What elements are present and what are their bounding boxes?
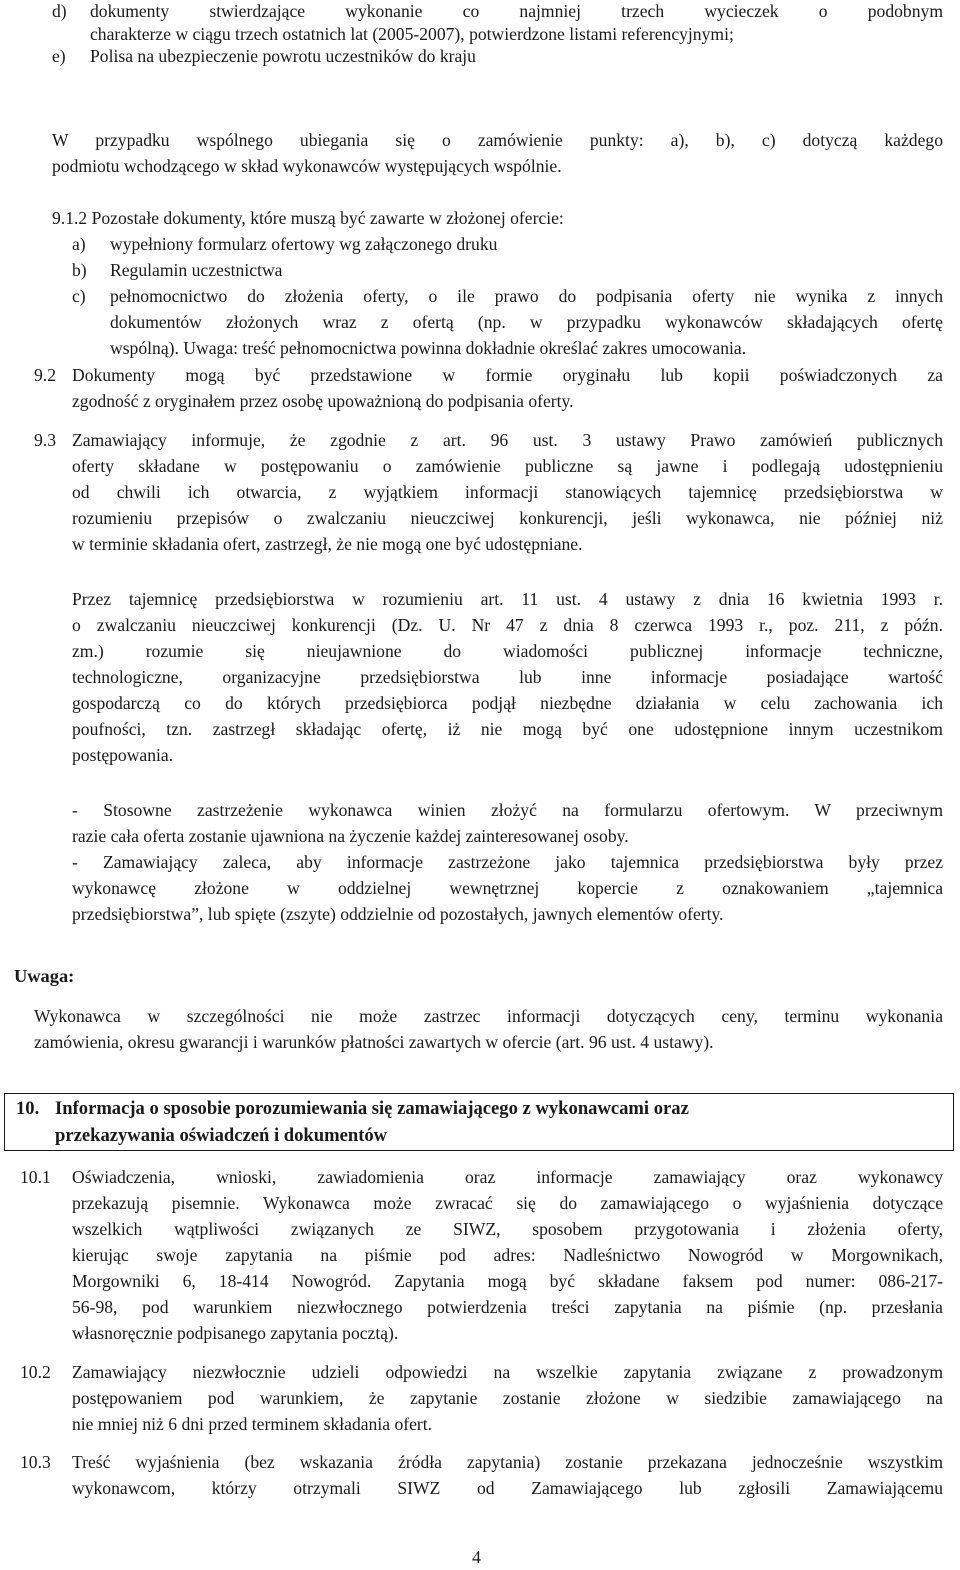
section-10-1-line-3: wszelkich wątpliwości związanych ze SIWZ, sposobem przygotowania i złożenia oferty,	[72, 1219, 943, 1239]
trade-secret-line-3: zm.) rozumie się nieujawnione do wiadomości publicznej informacje techniczne,	[72, 641, 943, 661]
section-9-3-line-1: Zamawiający informuje, że zgodnie z art. 96 ust. 3 ustawy Prawo zamówień publicznych	[72, 430, 943, 450]
section-10-1-number: 10.1	[20, 1167, 51, 1187]
section-10-1-line-2: przekazują pisemnie. Wykonawca może zwracać się do zamawiającego o wyjaśnienia dotyczące	[72, 1193, 943, 1213]
section-10-2-line-1: Zamawiający niezwłocznie udzieli odpowiedzi na wszelkie zapytania związane z prowadzonym	[72, 1362, 943, 1382]
trade-secret-line-2: o zwalczaniu nieuczciwej konkurencji (Dz. U. Nr 47 z dnia 8 czerwca 1993 r., poz. 211, z późn.	[72, 615, 943, 635]
section-10-3-line-2: wykonawcom, którzy otrzymali SIWZ od Zamawiającego lub zgłosili Zamawiającemu	[72, 1478, 943, 1498]
section-10-3-line-1: Treść wyjaśnienia (bez wskazania źródła zapytania) zostanie przekazana jednocześnie wszystkim	[72, 1452, 943, 1472]
section-10-1-line-1: Oświadczenia, wnioski, zawiadomienia oraz informacje zamawiający oraz wykonawcy	[72, 1167, 943, 1187]
section-9-3-line-3: od chwili ich otwarcia, z wyjątkiem informacji stanowiących tajemnicę przedsiębiorstwa w	[72, 482, 943, 502]
note-line-1: Wykonawca w szczególności nie może zastrzec informacji dotyczących ceny, terminu wykonania	[34, 1006, 943, 1026]
section-9-1-2-heading: 9.1.2 Pozostałe dokumenty, które muszą być zawarte w złożonej ofercie:	[52, 208, 564, 228]
section-9-2-number: 9.2	[34, 365, 56, 385]
note-label: Uwaga:	[14, 966, 75, 986]
section-10-2-number: 10.2	[20, 1362, 51, 1382]
s912-label-c: c)	[72, 286, 86, 306]
section-9-2-line-2: zgodność z oryginałem przez osobę upoważnioną do podpisania oferty.	[72, 391, 574, 411]
s912-item-a: wypełniony formularz ofertowy wg załączonego druku	[110, 234, 498, 254]
trade-secret-line-5: gospodarczą co do których przedsiębiorca podjął niezbędne działania w celu zachowania ich	[72, 693, 943, 713]
reservation-line-3: - Zamawiający zaleca, aby informacje zastrzeżone jako tajemnica przedsiębiorstwa były przez	[72, 852, 943, 872]
list-item-d-line-2: charakterze w ciągu trzech ostatnich lat (2005-2007), potwierdzone listami referencyjnymi;	[90, 24, 734, 44]
note-line-2: zamówienia, okresu gwarancji i warunków płatności zawartych w ofercie (art. 96 ust. 4 ustawy).	[34, 1032, 714, 1052]
list-item-d-line-1: dokumenty stwierdzające wykonanie co najmniej trzech wycieczek o podobnym	[90, 1, 943, 21]
list-item-e-text: Polisa na ubezpieczenie powrotu uczestników do kraju	[90, 46, 476, 66]
s912-item-c-line-2: dokumentów złożonych wraz z ofertą (np. w przypadku wykonawców składających ofertę	[110, 312, 943, 332]
section-10-3-number: 10.3	[20, 1452, 51, 1472]
section-9-2-line-1: Dokumenty mogą być przedstawione w formie oryginału lub kopii poświadczonych za	[72, 365, 943, 385]
list-label-d: d)	[52, 1, 67, 21]
reservation-line-1: - Stosowne zastrzeżenie wykonawca winien złożyć na formularzu ofertowym. W przeciwnym	[72, 800, 943, 820]
section-10-heading-line-1: Informacja o sposobie porozumiewania się zamawiającego z wykonawcami oraz	[55, 1098, 689, 1119]
reservation-line-5: przedsiębiorstwa”, lub spięte (zszyte) oddzielnie od pozostałych, jawnych elementów oferty.	[72, 904, 724, 924]
s912-item-c-line-1: pełnomocnictwo do złożenia oferty, o ile prawo do podpisania oferty nie wynika z innych	[110, 286, 943, 306]
s912-item-b: Regulamin uczestnictwa	[110, 260, 283, 280]
s912-item-c-line-3: wspólną). Uwaga: treść pełnomocnictwa powinna dokładnie określać zakres umocowania.	[110, 338, 747, 358]
trade-secret-line-1: Przez tajemnicę przedsiębiorstwa w rozumieniu art. 11 ust. 4 ustawy z dnia 16 kwietnia 1993 r.	[72, 589, 943, 609]
reservation-line-2: razie cała oferta zostanie ujawniona na życzenie każdej zainteresowanej osoby.	[72, 826, 629, 846]
section-10-1-line-5: Morgowniki 6, 18-414 Nowogród. Zapytania mogą być składane faksem pod numer: 086-217-	[72, 1271, 943, 1291]
section-9-3-line-2: oferty składane w postępowaniu o zamówienie publiczne są jawne i podlegają udostępnieniu	[72, 456, 943, 476]
section-9-3-line-4: rozumieniu przepisów o zwalczaniu nieuczciwej konkurencji, jeśli wykonawca, nie później niż	[72, 508, 943, 528]
s912-label-b: b)	[72, 260, 87, 280]
trade-secret-line-4: technologiczne, organizacyjne przedsiębiorstwa lub inne informacje posiadające wartość	[72, 667, 943, 687]
section-10-1-line-6: 56-98, pod warunkiem niezwłocznego potwierdzenia treści zapytania na piśmie (np. przesłania	[72, 1297, 943, 1317]
joint-bidding-line-2: podmiotu wchodzącego w skład wykonawców występujących wspólnie.	[52, 156, 562, 176]
section-10-number: 10.	[16, 1098, 40, 1119]
section-10-2-line-3: nie mniej niż 6 dni przed terminem składania ofert.	[72, 1414, 433, 1434]
reservation-line-4: wykonawcę złożone w oddzielnej wewnętrznej kopercie z oznakowaniem „tajemnica	[72, 878, 943, 898]
trade-secret-line-6: poufności, tzn. zastrzegł składając ofertę, iż nie mogą być one udostępnione innym uczestnikom	[72, 719, 943, 739]
section-10-2-line-2: postępowaniem pod warunkiem, że zapytanie zostanie złożone w siedzibie zamawiającego na	[72, 1388, 943, 1408]
joint-bidding-line-1: W przypadku wspólnego ubiegania się o zamówienie punkty: a), b), c) dotyczą każdego	[52, 130, 943, 150]
trade-secret-line-7: postępowania.	[72, 745, 174, 765]
section-9-3-number: 9.3	[34, 430, 56, 450]
section-9-3-line-5: w terminie składania ofert, zastrzegł, że nie mogą one być udostępniane.	[72, 534, 583, 554]
section-10-heading-box	[4, 1093, 954, 1151]
s912-label-a: a)	[72, 234, 86, 254]
section-10-1-line-7: własnoręcznie podpisanego zapytania pocztą).	[72, 1323, 399, 1343]
page-number: 4	[472, 1547, 481, 1567]
list-label-e: e)	[52, 46, 66, 66]
section-10-heading-line-2: przekazywania oświadczeń i dokumentów	[55, 1125, 388, 1146]
section-10-1-line-4: kierując swoje zapytania na piśmie pod adres: Nadleśnictwo Nowogród w Morgownikach,	[72, 1245, 943, 1265]
